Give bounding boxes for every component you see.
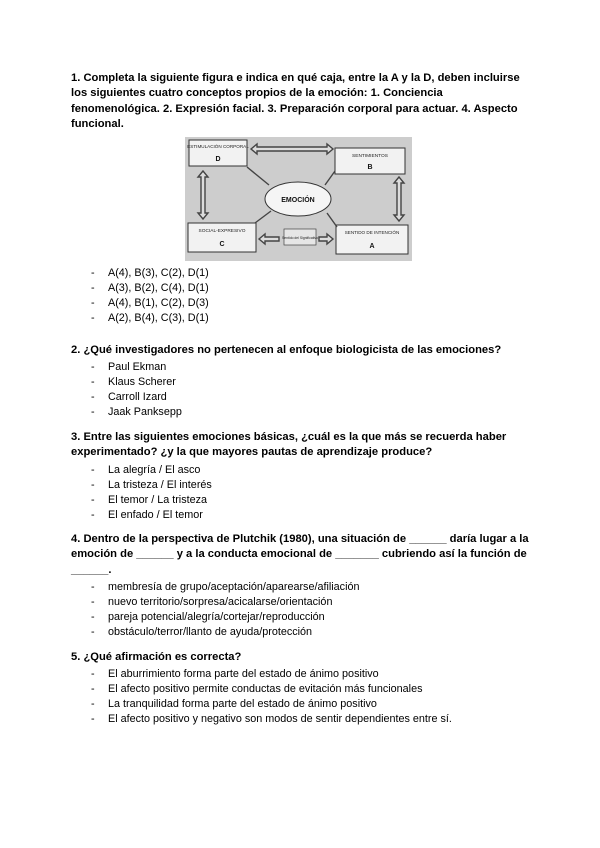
- question-5: [71, 650, 531, 727]
- option-4b: - nuevo territorio/sorpresa/acicalarse/orientación: [71, 595, 531, 610]
- question-1-options: [71, 264, 531, 326]
- emotion-label: EMOCIÓN: [281, 197, 315, 204]
- option-1d: - A(2), B(4), C(3), D(1): [71, 311, 531, 326]
- option-2c: - Carroll Izard: [71, 390, 531, 405]
- question-1-title: 1. Completa la siguiente figura e indica en qué caja, entre la A y la D, deben incluirse los siguientes cuatro conceptos propios de la emoción: 1. Conciencia fenomenológica. 2. Expresión facial. 3. Preparación corporal para actuar. 4. Aspecto funcional.: [71, 72, 520, 130]
- option-5c: - La tranquilidad forma parte del estado de ánimo positivo: [71, 697, 531, 712]
- question-2-title: 2. ¿Qué investigadores no pertenecen al enfoque biologicista de las emociones?: [71, 344, 502, 356]
- option-1b: - A(3), B(2), C(4), D(1): [71, 281, 531, 296]
- option-2a: - Paul Ekman: [71, 360, 531, 375]
- question-4-option-list: [71, 580, 531, 640]
- option-5a: - El aburrimiento forma parte del estado de ánimo positivo: [71, 667, 531, 682]
- option-5b: - El afecto positivo permite conductas de evitación más funcionales: [71, 682, 531, 697]
- question-5-title: 5. ¿Qué afirmación es correcta?: [71, 651, 242, 663]
- question-3: [71, 430, 531, 523]
- question-3-title: 3. Entre las siguientes emociones básicas, ¿cuál es la que más se recuerda haber experimentado? ¿y la que mayores pautas de aprendizaje produce?: [71, 431, 507, 459]
- option-4c: - pareja potencial/alegría/cortejar/reproducción: [71, 610, 531, 625]
- option-3c: - El temor / La tristeza: [71, 493, 531, 508]
- question-5-option-list: [71, 667, 531, 727]
- option-2b: - Klaus Scherer: [71, 375, 531, 390]
- option-1c: - A(4), B(1), C(2), D(3): [71, 296, 531, 311]
- option-2d: - Jaak Panksepp: [71, 405, 531, 420]
- question-3-option-list: [71, 463, 531, 523]
- option-1a: - A(4), B(3), C(2), D(1): [71, 266, 531, 281]
- box-a-title: SENTIDO DE INTENCIÓN: [344, 230, 400, 235]
- option-4a: - membresía de grupo/aceptación/aparearse/afiliación: [71, 580, 531, 595]
- box-c-letter: C: [219, 241, 225, 248]
- question-1-option-list: [71, 266, 531, 326]
- box-d-letter: D: [215, 156, 221, 163]
- option-3d: - El enfado / El temor: [71, 508, 531, 523]
- small-box-text: Sentido del Significativo: [281, 236, 319, 240]
- box-d-title: ESTIMULACIÓN CORPORAL: [187, 144, 249, 149]
- box-b-title: SENTIMIENTOS: [352, 154, 388, 159]
- question-4-title: 4. Dentro de la perspectiva de Plutchik (1980), una situación de ______ daría lugar a la emoción de ______ y a la conducta emocional de _______ cubriendo así la función de ______.: [71, 533, 529, 576]
- emotion-diagram: [185, 137, 412, 261]
- option-3b: - La tristeza / El interés: [71, 478, 531, 493]
- box-c-title: SOCIAL-EXPRESIVO: [198, 229, 246, 234]
- question-2-option-list: [71, 360, 531, 420]
- question-2: [71, 343, 531, 420]
- option-5d: - El afecto positivo y negativo son modos de sentir dependientes entre sí.: [71, 712, 531, 727]
- box-b-letter: B: [367, 164, 373, 171]
- box-a-letter: A: [369, 243, 375, 250]
- option-3a: - La alegría / El asco: [71, 463, 531, 478]
- question-4: [71, 532, 531, 640]
- option-4d: - obstáculo/terror/llanto de ayuda/protección: [71, 625, 531, 640]
- question-1: [71, 71, 531, 132]
